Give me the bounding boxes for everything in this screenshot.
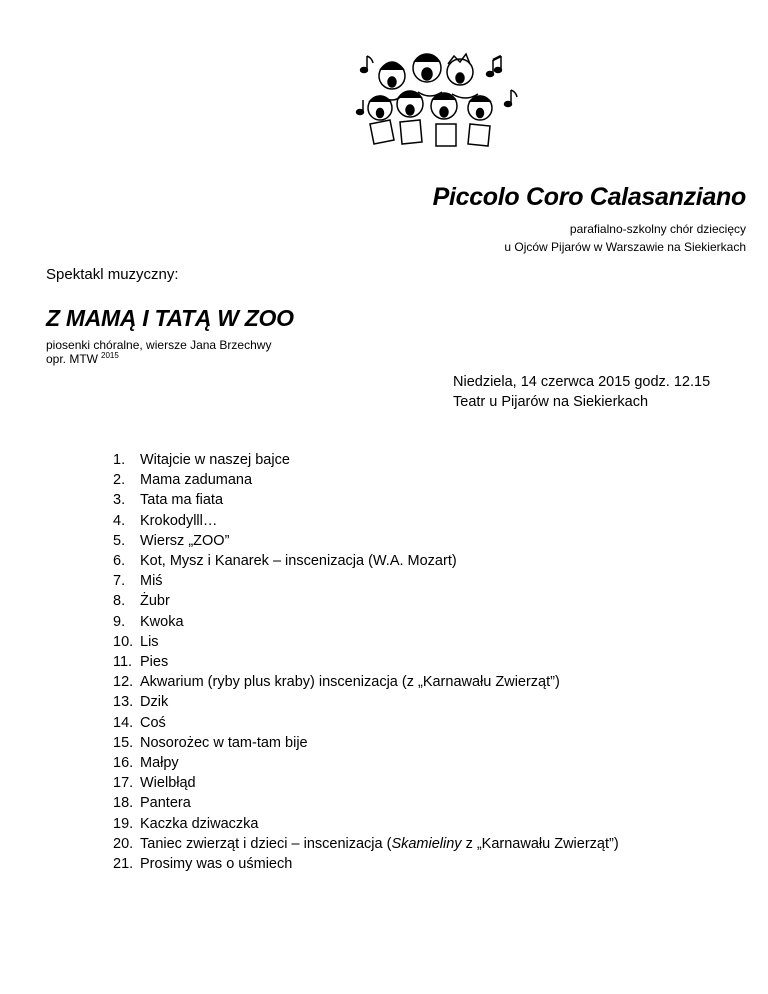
program-item-text bbox=[140, 753, 179, 773]
program-item-title: Pies bbox=[140, 654, 169, 671]
program-item-number: 3. bbox=[113, 492, 126, 509]
program-item-title: Małpy bbox=[140, 755, 179, 772]
program-item-number: 1. bbox=[113, 452, 126, 468]
arranger-year: 2015 bbox=[101, 351, 119, 360]
music-note-icon bbox=[505, 90, 518, 107]
program-item bbox=[113, 713, 619, 733]
program-item-title: Wiersz „ZOO” bbox=[140, 532, 230, 549]
music-note-icon bbox=[357, 100, 364, 115]
performance-title: Z MAMĄ I TATĄ W ZOO bbox=[46, 305, 294, 331]
choir-name: Piccolo Coro Calasanziano bbox=[432, 183, 746, 211]
event-info bbox=[453, 372, 710, 412]
program-item-number: 12. bbox=[113, 674, 134, 691]
program-item-title: Mama zadumana bbox=[140, 472, 253, 489]
program-item-title: Akwarium (ryby plus kraby) inscenizacja (z „Karnawału Zwierząt”) bbox=[140, 674, 560, 691]
choir-description-line: u Ojców Pijarów w Warszawie na Siekierkach bbox=[504, 240, 746, 254]
program-item bbox=[113, 511, 619, 531]
program-item bbox=[113, 854, 619, 874]
program-item bbox=[113, 692, 619, 712]
program-item-title: Lis bbox=[140, 633, 159, 650]
program-item-text bbox=[140, 672, 560, 692]
program-item-title: Miś bbox=[140, 573, 163, 590]
program-item-title: Nosorożec w tam-tam bije bbox=[140, 734, 308, 751]
subtitle-line: piosenki chóralne, wiersze Jana Brzechwy bbox=[46, 338, 272, 352]
event-place: Teatr u Pijarów na Siekierkach bbox=[453, 394, 649, 410]
program-item-number: 16. bbox=[113, 755, 134, 772]
program-item-text bbox=[140, 470, 252, 490]
program-item-number: 15. bbox=[113, 734, 134, 751]
program-item-text bbox=[140, 713, 166, 733]
program-item-number: 2. bbox=[113, 472, 126, 489]
program-item-title: Kaczka dziwaczka bbox=[140, 815, 259, 832]
subtitle-line bbox=[46, 352, 271, 366]
program-item-text bbox=[140, 773, 196, 793]
program-item-number: 9. bbox=[113, 613, 126, 630]
program-item-title: Kwoka bbox=[140, 613, 184, 630]
program-item-text bbox=[140, 511, 217, 531]
program-item bbox=[113, 793, 619, 813]
program-item-number: 5. bbox=[113, 532, 126, 549]
program-item-text bbox=[140, 814, 258, 834]
program-item-number: 10. bbox=[113, 633, 134, 650]
program-item-text bbox=[140, 531, 229, 551]
event-date: Niedziela, 14 czerwca 2015 godz. 12.15 bbox=[453, 374, 711, 390]
program-item bbox=[113, 632, 619, 652]
program-item-number: 4. bbox=[113, 512, 126, 529]
choir-description-line: parafialno-szkolny chór dziecięcy bbox=[569, 222, 746, 236]
program-item-text bbox=[140, 854, 292, 874]
program-item-number: 18. bbox=[113, 795, 134, 812]
program-item bbox=[113, 814, 619, 834]
program-item bbox=[113, 470, 619, 490]
intro-label: Spektakl muzyczny: bbox=[46, 266, 179, 283]
program-item-text bbox=[140, 450, 290, 470]
program-item-number: 7. bbox=[113, 573, 126, 590]
program-item-text bbox=[140, 834, 619, 854]
performance-subtitle bbox=[46, 338, 271, 366]
program-item-title: Taniec zwierząt i dzieci – inscenizacja ( bbox=[140, 835, 392, 852]
program-item-title: Witajcie w naszej bajce bbox=[140, 452, 290, 468]
program-item-text bbox=[140, 612, 184, 632]
program-item bbox=[113, 490, 619, 510]
program-item-text bbox=[140, 733, 308, 753]
program-list bbox=[113, 450, 619, 874]
choir-description bbox=[504, 220, 746, 256]
program-item bbox=[113, 834, 619, 854]
program-item-italic: Skamieliny bbox=[391, 835, 462, 852]
program-item-title: Pantera bbox=[140, 795, 191, 812]
program-item-text bbox=[140, 652, 168, 672]
music-note-icon bbox=[361, 56, 374, 73]
program-item bbox=[113, 612, 619, 632]
program-item-number: 21. bbox=[113, 856, 134, 873]
program-item-number: 14. bbox=[113, 714, 134, 731]
program-item-text bbox=[140, 793, 191, 813]
program-item-title: Żubr bbox=[140, 593, 170, 610]
program-item bbox=[113, 753, 619, 773]
program-item bbox=[113, 450, 619, 470]
program-item bbox=[113, 531, 619, 551]
program-item-title: Kot, Mysz i Kanarek – inscenizacja (W.A. Mozart) bbox=[140, 553, 457, 570]
program-item-text bbox=[140, 632, 159, 652]
program-item-text bbox=[140, 591, 170, 611]
music-note-icon bbox=[487, 56, 502, 77]
program-item bbox=[113, 672, 619, 692]
program-item-title: Prosimy was o uśmiech bbox=[140, 856, 293, 873]
program-item bbox=[113, 733, 619, 753]
program-item-text bbox=[140, 551, 457, 571]
program-item-number: 13. bbox=[113, 694, 134, 711]
program-item-number: 8. bbox=[113, 593, 126, 610]
program-item-title: Krokodylll… bbox=[140, 512, 218, 529]
program-item-suffix: z „Karnawału Zwierząt”) bbox=[461, 835, 619, 852]
program-item bbox=[113, 591, 619, 611]
program-item-title: Dzik bbox=[140, 694, 169, 711]
program-item-title: Wielbłąd bbox=[140, 775, 196, 792]
singing-choir-logo-icon bbox=[352, 46, 524, 150]
program-item-text bbox=[140, 490, 223, 510]
program-item-number: 11. bbox=[113, 654, 133, 671]
program-item bbox=[113, 571, 619, 591]
program-item-number: 19. bbox=[113, 815, 134, 832]
program-item-title: Coś bbox=[140, 714, 166, 731]
program-item-title: Tata ma fiata bbox=[140, 492, 224, 509]
arranger-label: opr. MTW bbox=[46, 352, 99, 366]
program-item bbox=[113, 551, 619, 571]
program-item bbox=[113, 773, 619, 793]
program-item-number: 17. bbox=[113, 775, 134, 792]
program-item-text bbox=[140, 692, 168, 712]
program-item bbox=[113, 652, 619, 672]
program-item-number: 6. bbox=[113, 553, 126, 570]
program-item-text bbox=[140, 571, 163, 591]
program-item-number: 20. bbox=[113, 835, 134, 852]
